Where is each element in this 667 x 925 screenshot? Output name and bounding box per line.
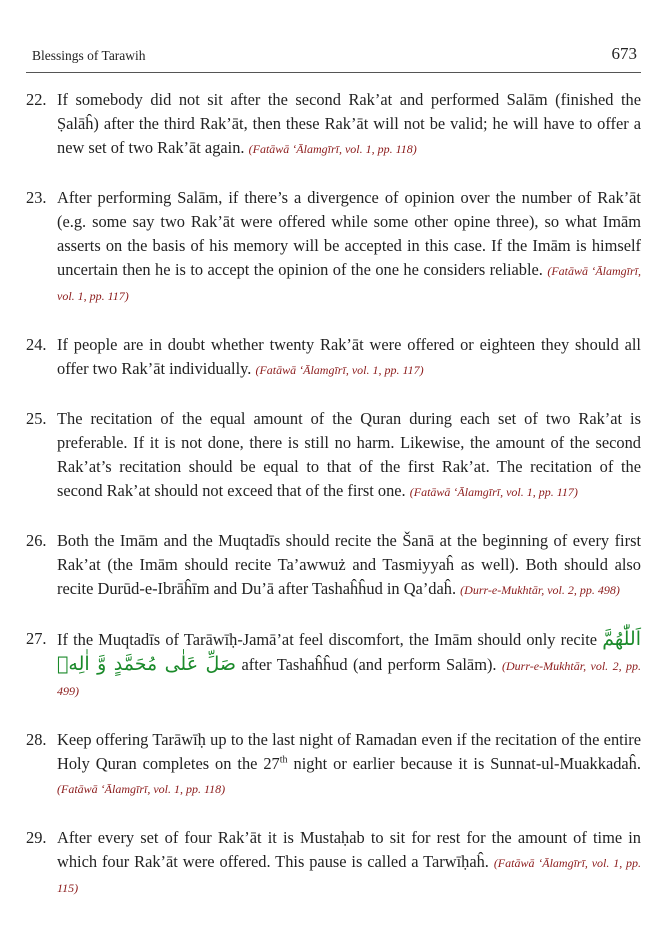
item-text: If the Muqtadīs of Tarāwīḥ-Jamā’at feel discomfort, the Imām should only recite [57,630,598,649]
citation: (Fatāwā ‘Ālamgīrī, vol. 1, pp. 117) [57,264,642,303]
list-item [26,407,641,504]
item-number: 25. [26,409,47,428]
item-number: 23. [26,188,47,207]
ordinal-suffix: th [279,754,288,766]
rulings-list [26,88,641,925]
citation: (Fatāwā ‘Ālamgīrī, vol. 1, pp. 115) [57,856,641,895]
list-item [26,186,641,308]
list-item [26,627,641,703]
citation: (Durr-e-Mukhtār, vol. 2, pp. 498) [460,583,620,597]
item-text: Keep offering Tarāwīḥ up to the last night of Ramadan even if the recitation of the entire Holy Quran completes on the 27 [57,730,641,773]
item-text: The recitation of the equal amount of the Quran during each set of two Rak’at is preferable. If it is not done, there is still no harm. Likewise, the amount of the second Rak’at’s recitation should be equal to that of the first Rak’at. The recitation of the second Rak’at should not exceed that of the first one. [57,409,641,500]
item-number: 24. [26,335,47,354]
citation: (Fatāwā ‘Ālamgīrī, vol. 1, pp. 117) [255,363,424,377]
item-text-continued: after Tashaĥĥud (and perform Salām). [241,655,497,674]
item-number: 26. [26,531,47,550]
item-text: After performing Salām, if there’s a divergence of opinion over the number of Rak’āt (e.g. some say two Rak’āt were offered while some other opine three), so what Imām asserts on the basis of his memory will be accepted in this case. If the Imām is himself uncertain then he is to accept the opinion of the one he considers reliable. [57,188,641,279]
item-number: 29. [26,828,47,847]
header-divider [26,72,641,73]
list-item [26,333,641,382]
item-number: 22. [26,90,47,109]
item-number: 27. [26,629,47,648]
list-item [26,88,641,161]
citation: (Fatāwā ‘Ālamgīrī, vol. 1, pp. 118) [57,782,226,796]
page-header [26,40,641,68]
item-text: If somebody did not sit after the second Rak’at and performed Salām (finished the Ṣalāĥ) after the third Rak’āt, then these Rak’āt will not be valid; he will have to offer a new set of two Rak’āt again. [57,90,641,157]
item-text: If people are in doubt whether twenty Rak’āt were offered or eighteen they should all offer two Rak’āt individually. [57,335,641,378]
list-item [26,728,641,801]
citation: (Fatāwā ‘Ālamgīrī, vol. 1, pp. 117) [409,485,578,499]
running-title: Blessings of Tarawih [32,48,146,63]
item-text-continued: night or earlier because it is Sunnat-ul-Muakkadaĥ. [293,754,641,773]
item-text: After every set of four Rak’āt it is Mustaḥab to sit for rest for the amount of time in which four Rak’āt were offered. This pause is called a Tarwīḥaĥ. [57,828,641,871]
page-number: 673 [611,44,637,63]
item-number: 28. [26,730,47,749]
list-item [26,826,641,900]
item-text: Both the Imām and the Muqtadīs should recite the Šanā at the beginning of every first Rak’at (the Imām should recite Ta’awwuż and Tasmiyyaĥ as well). Both should also recite Durūd-e-Ibrāĥīm and Du’ā after Tashaĥĥud in Qa’daĥ. [57,531,641,598]
list-item [26,529,641,602]
arabic-salutation: اَللّٰهُمَّ صَلِّ عَلٰى مُحَمَّدٍ وَّ اٰلِهٖ [57,628,641,675]
citation: (Fatāwā ‘Ālamgīrī, vol. 1, pp. 118) [248,142,417,156]
citation: (Durr-e-Mukhtār, vol. 2, pp. 499) [57,659,641,698]
